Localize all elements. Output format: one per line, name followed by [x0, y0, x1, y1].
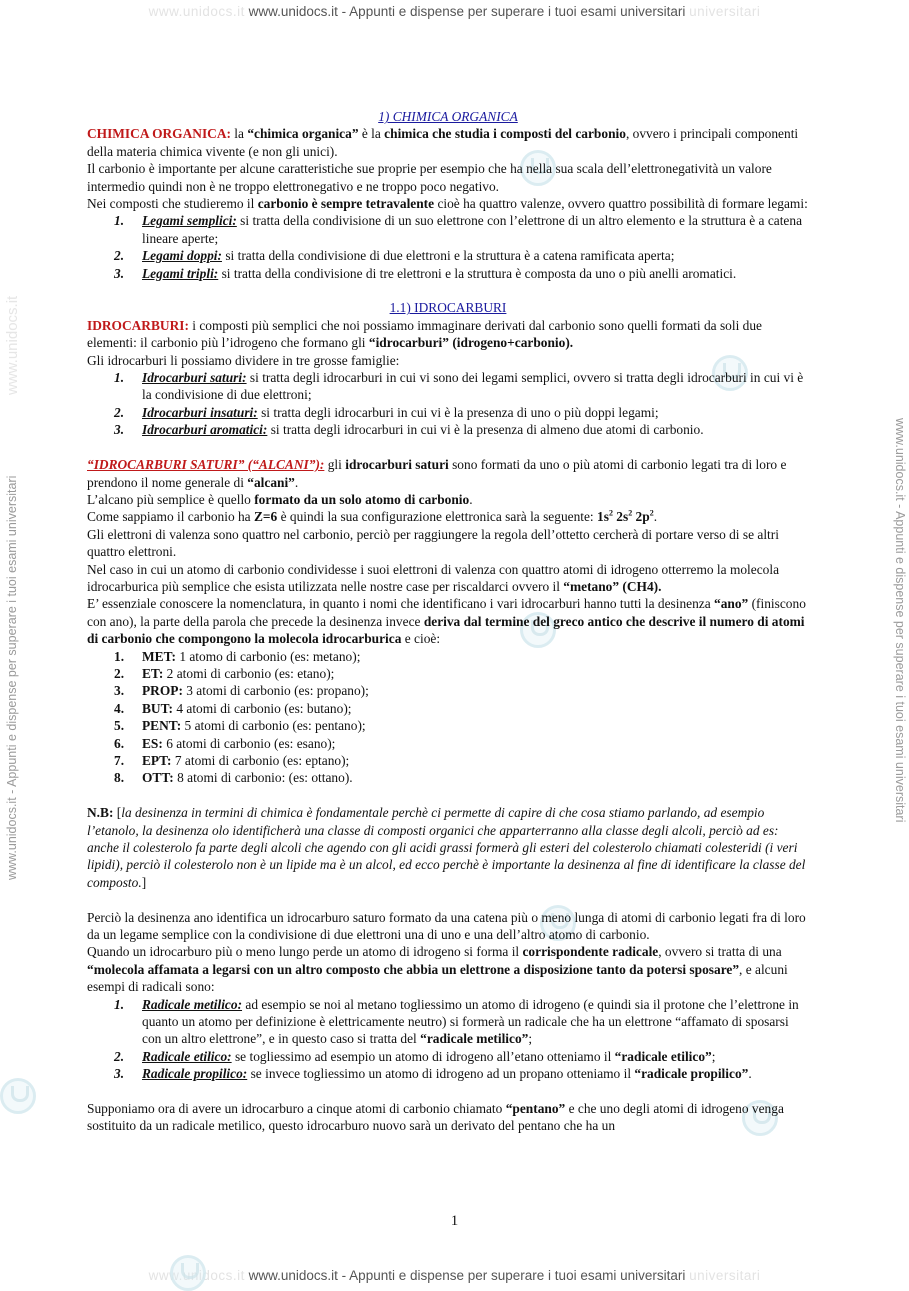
- paragraph-desinenza-ano: Perciò la desinenza ano identifica un idrocarburo saturo formato da una catena più o meno lunga di atomi di carbonio legati fra di loro da un legame semplice con la condivisione di due elettroni una di uno e una dell’altro atomo di carbonio.: [87, 909, 806, 943]
- list-item: 6. ES: 6 atomi di carbonio (es: esano);: [114, 735, 336, 751]
- section-title-chimica-organica: 1) CHIMICA ORGANICA: [378, 109, 518, 124]
- paragraph-tetravalente: Nei composti che studieremo il carbonio è sempre tetravalente cioè ha quattro valenze, ovvero quattro possibilità di formare legami:: [87, 196, 808, 212]
- paragraph-alcano-semplice: L’alcano più semplice è quello formato da un solo atomo di carbonio.: [87, 491, 473, 507]
- list-item: 3. Radicale propilico: se invece togliessimo un atomo di idrogeno ad un propano otteniamo il “radicale propilico”.: [114, 1066, 752, 1082]
- paragraph-idrocarburi: IDROCARBURI: i composti più semplici che noi possiamo immaginare derivati dal carbonio sono quelli formati da soli due elementi: il carbonio più l’idrogeno che formano gli “idrocarburi” (idrogeno+carbonio).: [87, 317, 762, 351]
- list-item: 2. ET: 2 atomi di carbonio (es: etano);: [114, 665, 335, 681]
- page-number: 1: [450, 1213, 459, 1229]
- list-item: 3. PROP: 3 atomi di carbonio (es: propano);: [114, 683, 369, 699]
- header-watermark[interactable]: www.unidocs.it www.unidocs.it - Appunti e dispense per superare i tuoi esami universitari universitari: [148, 4, 761, 19]
- paragraph-configurazione: Come sappiamo il carbonio ha Z=6 è quindi la sua configurazione elettronica sarà la seguente: $1s^2$ $2s^2$ $2p^2$.: [87, 508, 658, 525]
- left-side-watermark: www.unidocs.it - Appunti e dispense per superare i tuoi esami universitari: [5, 475, 19, 880]
- list-item: 1. Legami semplici: si tratta della condivisione di un suo elettrone con l’elettrone di un altro elemento e la struttura è a catena lineare aperte;: [114, 213, 803, 246]
- right-side-watermark: www.unidocs.it - Appunti e dispense per superare i tuoi esami universitari: [893, 418, 907, 823]
- paragraph-chimica-organica: CHIMICA ORGANICA: la “chimica organica” è la chimica che studia i composti del carbonio, ovvero i principali componenti della materia chimica vivente (e non gli unici).: [87, 126, 799, 159]
- paragraph-metano: Nel caso in cui un atomo di carbonio condividesse i suoi elettroni di valenza con quattro atomi di idrogeno otterremo la molecola idrocarburica più semplice che esista utilizzata nelle nostre case per riscaldarci ovvero il “metano” (CH4).: [87, 561, 780, 594]
- list-item: 1. Idrocarburi saturi: si tratta degli idrocarburi in cui vi sono dei legami semplici, ovvero si tratta degli idrocarburi in cui vi è la condivisione di due elettroni;: [114, 370, 804, 403]
- section-title-idrocarburi: 1.1) IDROCARBURI: [389, 300, 507, 316]
- spacer: [87, 787, 809, 804]
- footer-watermark[interactable]: www.unidocs.it www.unidocs.it - Appunti e dispense per superare i tuoi esami universitari universitari: [148, 1268, 761, 1283]
- list-item: 7. EPT: 7 atomi di carbonio (es: eptano);: [114, 753, 350, 768]
- spacer: [87, 1083, 809, 1100]
- document-body: [87, 108, 809, 1135]
- famiglie-list: [87, 369, 809, 439]
- list-item: 8. OTT: 8 atomi di carbonio: (es: ottano).: [114, 770, 353, 786]
- paragraph-famiglie: Gli idrocarburi li possiamo dividere in tre grosse famiglie:: [87, 352, 400, 368]
- paragraph-nomenclatura: E’ essenziale conoscere la nomenclatura, in quanto i nomi che identificano i vari idrocarburi hanno tutti la desinenza “ano” (finiscono con ano), la parte della parola che precede la desinenza invece deriva dal termine del greco antico che descrive il numero di atomi di carbonio che compongono la molecola idrocarburica e cioè:: [87, 596, 806, 647]
- paragraph-alcani: “IDROCARBURI SATURI” (“ALCANI”): gli idrocarburi saturi sono formati da uno o più atomi di carbonio legati tra di loro e prendono il nome generale di “alcani”.: [87, 457, 787, 490]
- paragraph-carbonio: Il carbonio è importante per alcune caratteristiche sue proprie per esempio che ha nella sua scala dell’elettronegatività un valore intermedio quindi non è ne troppo elettronegativo e ne troppo poco negativo.: [87, 161, 772, 194]
- list-item: 2. Radicale etilico: se togliessimo ad esempio un atomo di idrogeno all’etano otteniamo il “radicale etilico”;: [114, 1048, 716, 1064]
- list-item: 1. Radicale metilico: ad esempio se noi al metano togliessimo un atomo di idrogeno (e quindi sia il protone che l’elettrone in quanto un atomo per definizione è elettricamente neutro) si formerà un radicale che ha un elettrone “affamato di sposarsi con un altro elettrone”, e in questo caso si tratta del “radicale metilico”;: [114, 996, 799, 1047]
- spacer: [87, 891, 809, 908]
- list-item: 2. Legami doppi: si tratta della condivisione di due elettroni e la struttura è a catena ramificata aperta;: [114, 248, 675, 264]
- list-item: 1. MET: 1 atomo di carbonio (es: metano);: [114, 648, 361, 664]
- list-item: 3. Idrocarburi aromatici: si tratta degli idrocarburi in cui vi è la presenza di almeno due atomi di carbonio.: [114, 422, 704, 438]
- list-item: 5. PENT: 5 atomi di carbonio (es: pentano);: [114, 718, 366, 734]
- paragraph-ottetto: Gli elettroni di valenza sono quattro nel carbonio, perciò per raggiungere la regola dell’ottetto cercherà di portare verso di se altri quattro elettroni.: [87, 526, 779, 560]
- spacer: [87, 282, 809, 299]
- left-ghost-watermark: www.unidocs.it: [4, 295, 21, 395]
- spacer: [87, 439, 809, 456]
- prefissi-list: [87, 648, 809, 787]
- radicali-list: [87, 996, 809, 1083]
- list-item: 3. Legami tripli: si tratta della condivisione di tre elettroni e la struttura è composta da uno o più anelli aromatici.: [114, 265, 737, 281]
- electron-configuration: $1s^2$ $2s^2$ $2p^2$: [597, 508, 654, 525]
- nota-bene: N.B: [la desinenza in termini di chimica è fondamentale perchè ci permette di capire di che cosa stiamo parlando, ad esempio l’etanolo, la desinenza olo identificherà una classe di composti organici che apparterranno alla classe degli alcoli, perciò ad es: anche il colesterolo fa parte degli alcoli che agendo con gli acidi grassi formerà gli esteri del colesterolo chiamati colesteridi (i veri lipidi), perciò il colesterolo non è un lipide ma è un alcol, ed ecco perchè è importante la desinenza al fine di identificare la classe del composto.]: [87, 805, 806, 890]
- paragraph-pentano: Supponiamo ora di avere un idrocarburo a cinque atomi di carbonio chiamato “pentano” e che uno degli atomi di idrogeno venga sostituito da un radicale metilico, questo idrocarburo nuovo sarà un derivato del pentano che ha un: [87, 1101, 784, 1134]
- list-item: 2. Idrocarburi insaturi: si tratta degli idrocarburi in cui vi è la presenza di uno o più doppi legami;: [114, 404, 659, 420]
- legami-list: [87, 212, 809, 282]
- unidocs-logo-icon: [0, 1078, 36, 1114]
- list-item: 4. BUT: 4 atomi di carbonio (es: butano);: [114, 700, 352, 716]
- paragraph-radicale: Quando un idrocarburo più o meno lungo perde un atomo di idrogeno si forma il corrispondente radicale, ovvero si tratta di una “molecola affamata a legarsi con un altro composto che abbia un elettrone a disposizione tanto da potersi sposare”, e alcuni esempi di radicali sono:: [87, 944, 788, 995]
